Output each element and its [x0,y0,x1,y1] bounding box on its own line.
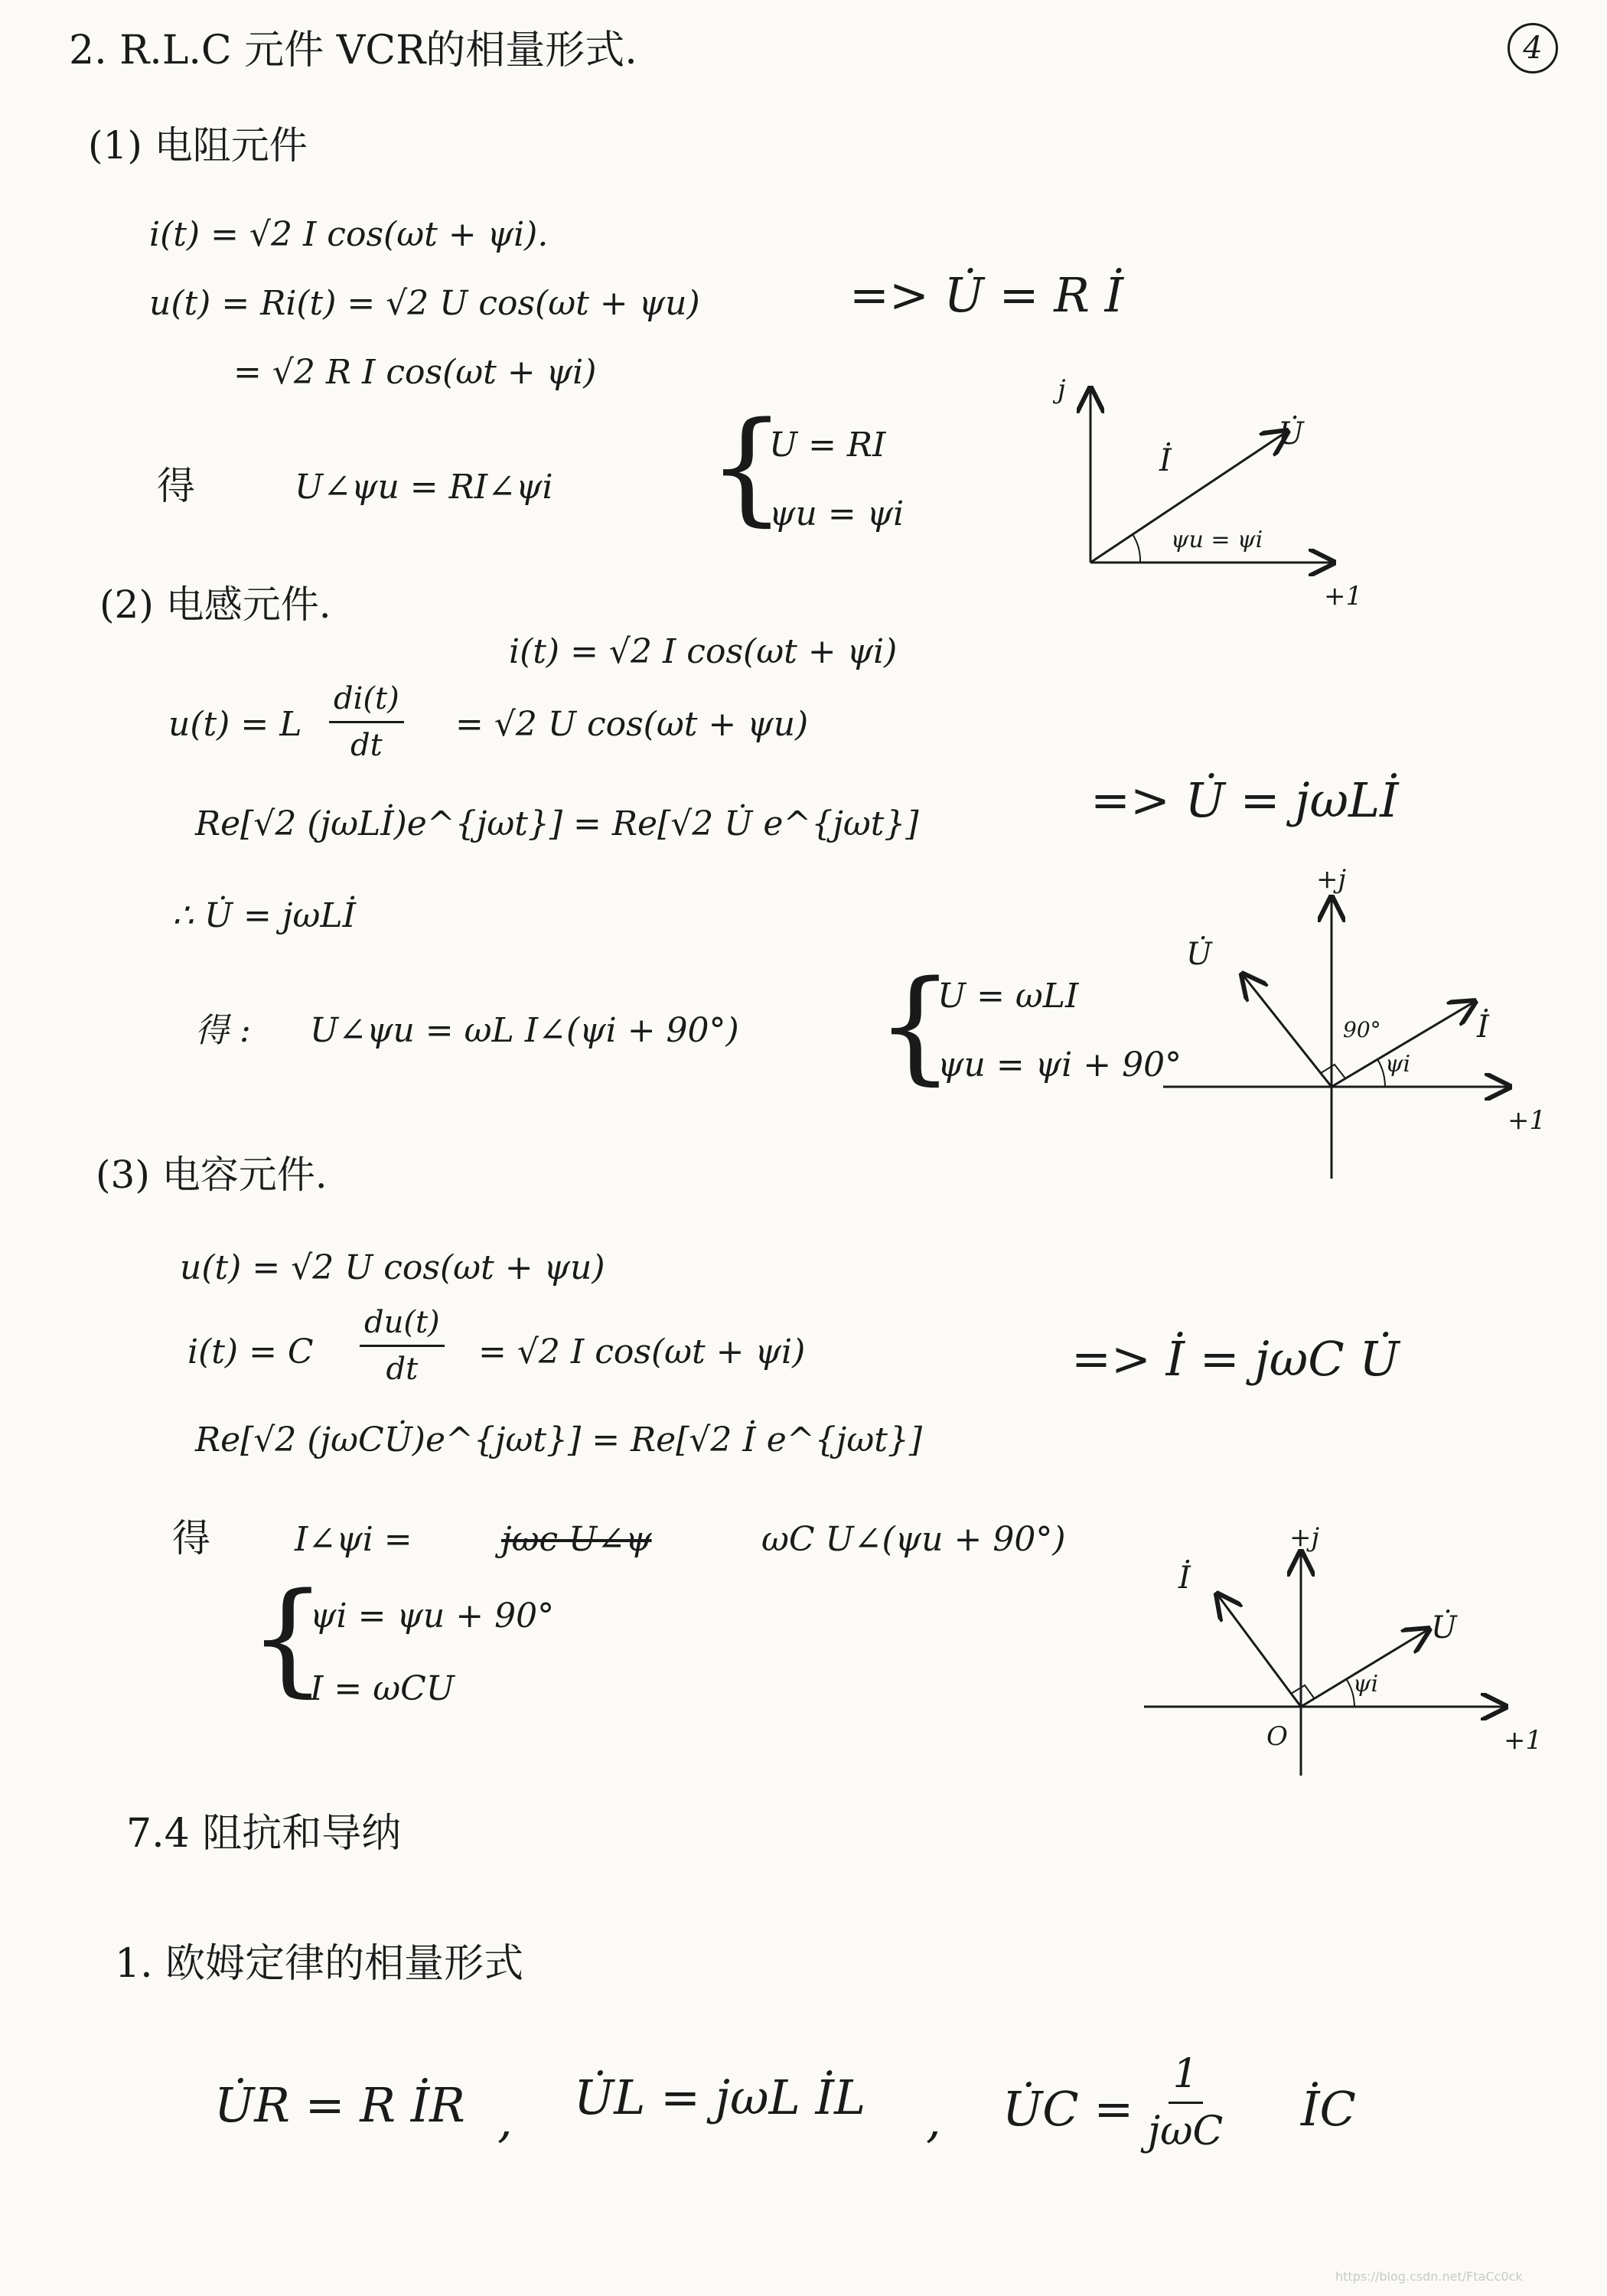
phasor-I-line [1218,1596,1301,1707]
inductor-phasor-eq: U∠ψu = ωL I∠(ψi + 90°) [310,1011,739,1050]
page-number: 4 [1508,23,1558,73]
resistor-brace: { [708,395,786,538]
resistor-system-2: ψu = ψi [769,494,905,533]
section-subtitle-ohm: 1. 欧姆定律的相量形式 [115,1941,524,1987]
axis-real-label: +1 [1508,1105,1547,1136]
resistor-de-label: 得 [157,464,195,508]
phasor-U-label: U̇ [1278,416,1304,452]
resistor-eq-voltage-2: = √2 R I cos(ωt + ψi) [233,353,597,392]
capacitor-struck-text: jωc U∠ψ [501,1520,652,1559]
capacitor-eq-voltage: u(t) = √2 U cos(ωt + ψu) [180,1248,605,1287]
capacitor-eq-current-lhs: i(t) = C [187,1332,314,1371]
inductor-re-equation: Re[√2 (jωLİ)e^{jωt}] = Re[√2 U̇ e^{jωt}] [195,804,919,843]
capacitor-result: => İ = jωC U̇ [1071,1331,1400,1387]
section-title-7-4: 7.4 阻抗和导纳 [126,1811,402,1857]
inductor-brace: { [876,954,954,1097]
axis-real-label: +1 [1504,1725,1543,1756]
fraction-numerator: du(t) [360,1305,445,1347]
phasor-U-label: U̇ [1186,937,1212,972]
inductor-eq-voltage-rhs: = √2 U cos(ωt + ψu) [455,705,809,744]
resistor-eq-voltage: u(t) = Ri(t) = √2 U cos(ωt + ψu) [149,284,700,323]
ohm-law-resistor: U̇R = R İR [214,2077,465,2133]
resistor-phasor-diagram [1048,375,1370,620]
inductor-de-label: 得 : [195,1011,251,1050]
section-title-rlc: 2. R.L.C 元件 VCR的相量形式. [69,28,637,73]
inductor-eq-current: i(t) = √2 I cos(ωt + ψi) [509,632,898,671]
fraction-denominator: dt [350,728,383,763]
comma-1: , [497,2092,513,2148]
axis-real-label: +1 [1324,581,1363,612]
axis-j-label: +j [1316,865,1347,895]
capacitor-brace: { [249,1566,327,1709]
inductor-phasor-diagram [1148,865,1576,1186]
inductor-therefore: ∴ U̇ = jωLİ [172,896,357,935]
capacitor-heading: (3) 电容元件. [96,1153,328,1197]
angle-arc [1133,534,1140,563]
ohm-law-capacitor-fraction [1148,2051,1223,2154]
phasor-I-label: İ [1159,443,1172,478]
capacitor-eq-current-rhs: = √2 I cos(ωt + ψi) [478,1332,806,1371]
inductor-derivative-fraction [329,681,404,763]
phasor-I-label: İ [1178,1561,1191,1596]
resistor-heading: (1) 电阻元件 [88,123,308,168]
watermark: https://blog.csdn.net/FtaCc0ck [1335,2269,1523,2284]
comma-2: , [926,2092,941,2148]
fraction-denominator: dt [386,1352,419,1387]
right-angle-label: 90° [1343,1017,1381,1042]
inductor-system-1: U = ωLI [937,977,1079,1016]
resistor-system-1: U = RI [769,426,886,465]
phasor-I-label: İ [1477,1009,1489,1045]
phasor-U-line [1244,976,1332,1087]
axis-j-label: j [1058,375,1066,405]
resistor-eq-current: i(t) = √2 I cos(ωt + ψi). [149,215,549,254]
capacitor-phasor-rhs: ωC U∠(ψu + 90°) [761,1520,1066,1559]
capacitor-re-equation: Re[√2 (jωCU̇)e^{jωt}] = Re[√2 İ e^{jωt}] [195,1420,923,1459]
angle-arc [1377,1059,1385,1087]
inductor-eq-voltage-lhs: u(t) = L [168,705,302,744]
capacitor-system-1: ψi = ψu + 90° [310,1596,555,1636]
resistor-phasor-eq: U∠ψu = RI∠ψi [295,468,553,507]
fraction-numerator: di(t) [329,681,404,723]
inductor-system-2: ψu = ψi + 90° [937,1045,1182,1084]
fraction-denominator: jωC [1148,2108,1224,2154]
capacitor-phasor-diagram [1133,1523,1561,1783]
capacitor-system-2: I = ωCU [310,1669,455,1708]
angle-label: ψu = ψi [1171,527,1263,553]
angle-label: ψi [1353,1671,1379,1698]
phasor-U-label: U̇ [1431,1610,1457,1645]
capacitor-phasor-lhs: I∠ψi = [295,1520,412,1559]
axis-j-label: +j [1289,1523,1320,1553]
inductor-heading: (2) 电感元件. [99,582,331,627]
inductor-result: => U̇ = jωLİ [1090,772,1399,828]
ohm-law-capacitor-rhs: İC [1301,2081,1356,2137]
fraction-numerator: 1 [1169,2051,1203,2104]
origin-label: O [1266,1721,1288,1752]
ohm-law-capacitor-lhs: U̇C = [1002,2081,1134,2137]
capacitor-derivative-fraction [360,1305,445,1387]
ohm-law-inductor: U̇L = jωL İL [574,2069,866,2125]
angle-label: ψi [1385,1051,1411,1078]
capacitor-de-label: 得 [172,1516,210,1561]
resistor-result: => U̇ = R İ [849,267,1124,323]
